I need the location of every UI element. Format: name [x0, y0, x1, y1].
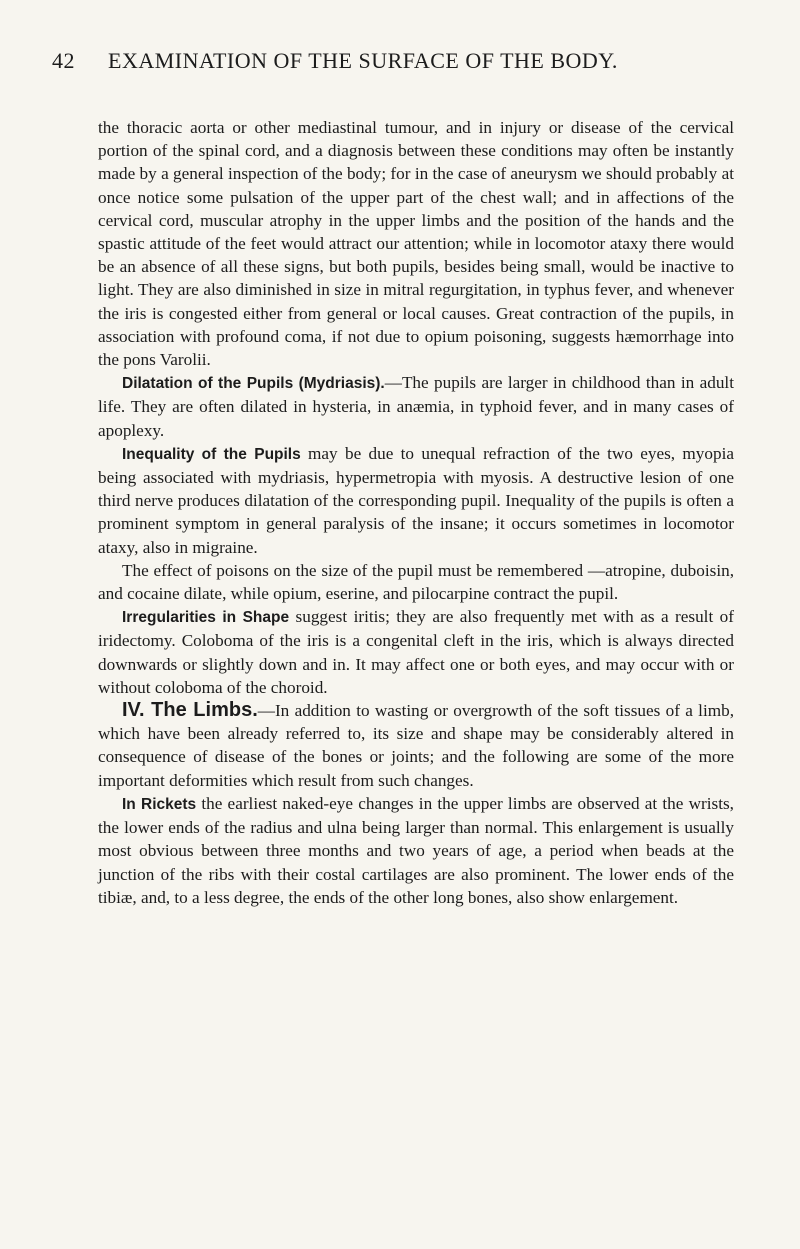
paragraph-text: the earliest naked-eye changes in the upper limbs are observed at the wrists, the lower ends of the radius and ulna being larger than normal. This enlargement is usually most obvious between three months and two years of age, a period when beads at the junction of the ribs with their costal cartilages are also prominent. The lower ends of the tibiæ, and, to a less degree, the ends of the other long bones, also show enlargement.	[98, 793, 734, 907]
paragraph-continuation	[98, 116, 734, 371]
paragraph-limbs	[98, 699, 734, 792]
paragraph-inequality	[98, 442, 734, 559]
run-in-heading: Irregularities in Shape	[122, 609, 290, 627]
paragraph-text: may be due to unequal refraction of the two eyes, myopia being associated with mydriasis, hypermetropia with myosis. A destructive lesion of one third nerve produces dilatation of the corresponding pupil. Inequality of the pupils is often a prominent symptom in general paralysis of the insane; it occurs sometimes in locomotor ataxy, also in migraine.	[98, 443, 734, 557]
paragraph-irregularities	[98, 605, 734, 699]
paragraph-text: the thoracic aorta or other mediastinal tumour, and in injury or disease of the cervical portion of the spinal cord, and a diagnosis between these conditions may often be instantly made by a general inspection of the body; for in the case of aneurysm we should probably at once notice some pulsation of the upper part of the chest wall; and in affections of the cervical cord, muscular atrophy in the upper limbs and the position of the hands and the spastic attitude of the feet would attract our attention; while in locomotor ataxy there would be an absence of all these signs, but both pupils, besides being small, would be inactive to light. They are also diminished in size in mitral regurgitation, in typhus fever, and whenever the iris is congested either from general or local causes. Great contraction of the pupils, in association with profound coma, if not due to opium poisoning, suggests hæmorrhage into the pons Varolii.	[98, 118, 734, 370]
paragraph-poisons	[98, 559, 734, 605]
run-in-heading: Dilatation of the Pupils (Mydriasis).	[122, 375, 385, 393]
paragraph-mydriasis	[98, 371, 734, 442]
paragraph-text: suggest iritis; they are also frequently met with as a result of iridectomy. Coloboma of the iris is a congenital cleft in the iris, which is always directed downwards or slightly down and in. It may affect one or both eyes, and may occur with or without coloboma of the choroid.	[98, 607, 734, 697]
paragraph-text: The effect of poisons on the size of the pupil must be remembered —atropine, duboisin, and cocaine dilate, while opium, eserine, and pilocarpine contract the pupil.	[98, 560, 734, 604]
running-title: EXAMINATION OF THE SURFACE OF THE BODY.	[108, 48, 618, 73]
running-header	[52, 48, 752, 78]
page-number: 42	[52, 48, 75, 73]
paragraph-text: —In addition to wasting or overgrowth of the soft tissues of a limb, which have been already referred to, its size and shape may be considerably altered in consequence of disease of the bones or joints; and the following are some of the more important deformities which result from such changes.	[98, 701, 734, 790]
paragraph-rickets	[98, 792, 734, 909]
body-text	[98, 116, 734, 909]
run-in-heading: In Rickets	[122, 795, 197, 813]
paragraph-text: —The pupils are larger in childhood than in adult life. They are often dilated in hysteria, in anæmia, in typhoid fever, and in many cases of apoplexy.	[98, 373, 734, 440]
run-in-heading: Inequality of the Pupils	[122, 445, 301, 463]
section-heading: IV. The Limbs.	[122, 699, 258, 722]
